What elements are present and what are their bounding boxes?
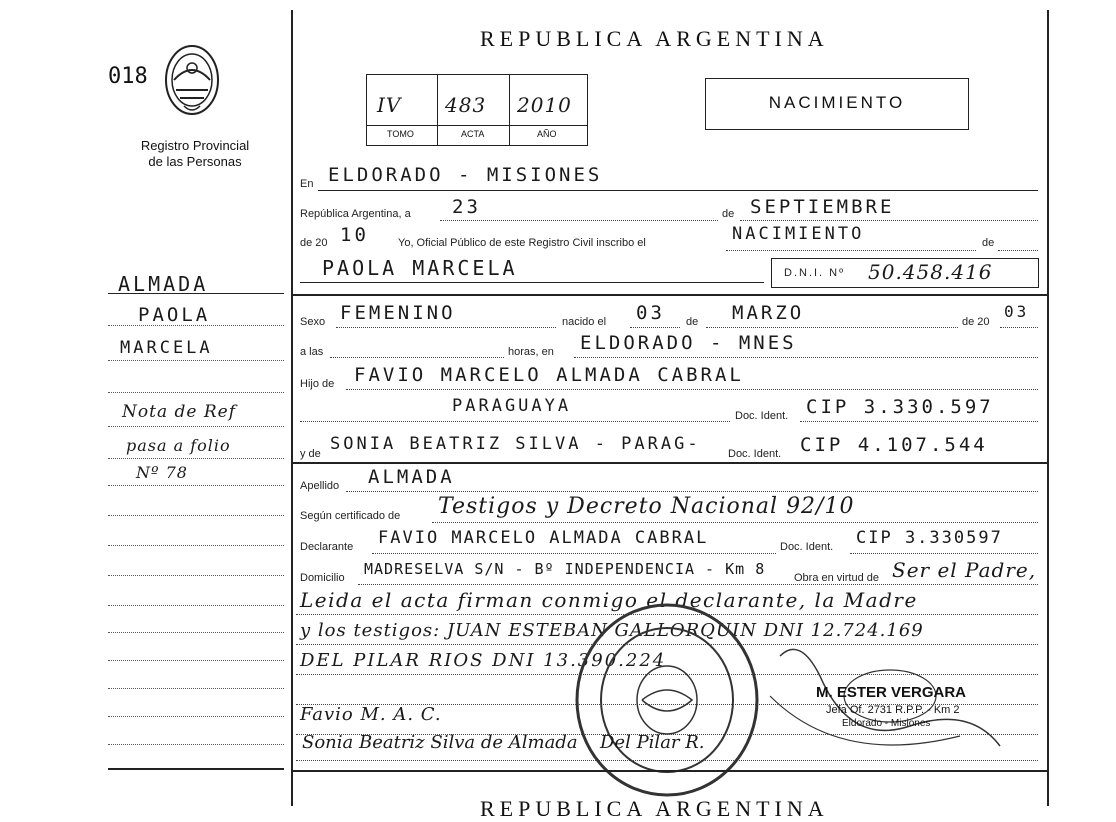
certificado-field: Testigos y Decreto Nacional 92/10 [438, 494, 855, 519]
birth-year-field: 03 [1004, 302, 1030, 321]
declarante-label: Declarante [300, 541, 354, 553]
record-box [366, 74, 588, 146]
domicilio-label: Domicilio [300, 572, 345, 584]
domicilio-field: MADRESELVA S/N - Bº INDEPENDENCIA - Km 8 [364, 560, 766, 578]
acta-label: ACTA [461, 129, 485, 139]
mother-doc-field: CIP 4.107.544 [800, 434, 988, 456]
official-text: Yo, Oficial Público de este Registro Civil inscribo el [398, 237, 646, 249]
testigos-line: y los testigos: JUAN ESTEBAN GALLORQUIN DNI 12.724.169 [300, 620, 924, 641]
segun-label: Según certificado de [300, 510, 401, 522]
de-label-1: de [722, 208, 735, 220]
father-nationality-field: PARAGUAYA [452, 396, 572, 416]
declarante-doc-field: CIP 3.330597 [856, 528, 1003, 548]
dni-label: D.N.I. Nº [784, 267, 846, 279]
signature-2: Sonia Beatriz Silva de Almada [302, 732, 578, 753]
pilar-line: DEL PILAR RIOS DNI 13.390.224 [300, 650, 667, 671]
margin-surname: ALMADA [118, 272, 209, 296]
year-prefix-2: de 20 [962, 316, 990, 328]
mother-field: SONIA BEATRIZ SILVA - PARAG- [330, 434, 701, 454]
birth-place-field: ELDORADO - MNES [580, 332, 797, 354]
page-number: 018 [108, 64, 148, 89]
birth-day-field: 03 [636, 302, 665, 324]
place-field: ELDORADO - MISIONES [328, 164, 603, 186]
hijo-label: Hijo de [300, 378, 335, 390]
margin-note2: pasa a folio [126, 436, 231, 455]
tomo-value: IV [377, 93, 402, 117]
acta-value: 483 [445, 93, 487, 117]
dni-box [771, 258, 1039, 288]
tomo-label: TOMO [387, 129, 414, 139]
leida-line: Leida el acta firman conmigo el declarante, la Madre [300, 588, 918, 612]
registry-line2: de las Personas [148, 154, 242, 169]
apellido-field: ALMADA [368, 466, 455, 488]
obra-label: Obra en virtud de [794, 572, 879, 584]
margin-note3: Nº 78 [136, 463, 188, 482]
apellido-label: Apellido [300, 480, 340, 492]
day-field: 23 [452, 196, 481, 218]
de-label-2: de [982, 237, 995, 249]
alas-label: a las [300, 346, 324, 358]
en-label: En [300, 178, 314, 190]
official-line2: Jefa Of. 2731 R.P.P. - Km 2 [826, 704, 960, 716]
year-field: 10 [340, 224, 369, 246]
doc-type-box [705, 78, 969, 130]
registry-line1: Registro Provincial [140, 138, 250, 153]
doc-ident-label-3: Doc. Ident. [780, 541, 834, 553]
father-doc-field: CIP 3.330.597 [806, 396, 994, 418]
anio-value: 2010 [517, 93, 572, 117]
next-page-title: REPUBLICA ARGENTINA [480, 796, 829, 821]
birth-month-field: MARZO [732, 302, 805, 324]
anio-label: AÑO [537, 129, 557, 139]
signature-3: Del Pilar R. [600, 732, 705, 753]
child-name-field: PAOLA MARCELA [322, 256, 518, 280]
month-field: SEPTIEMBRE [750, 196, 895, 218]
dni-field: 50.458.416 [868, 260, 993, 284]
de-label-3: de [686, 316, 699, 328]
doc-ident-label-1: Doc. Ident. [735, 410, 789, 422]
signature-scribble [760, 636, 1020, 766]
margin-name1: PAOLA [138, 304, 211, 326]
act-type-field: NACIMIENTO [732, 224, 865, 244]
doc-type: NACIMIENTO [768, 93, 906, 112]
yde-label: y de [300, 448, 321, 460]
sexo-label: Sexo [300, 316, 326, 328]
coat-of-arms-seal [160, 40, 224, 124]
doc-ident-label-2: Doc. Ident. [728, 448, 782, 460]
sexo-field: FEMENINO [340, 302, 456, 324]
margin-name2: MARCELA [120, 338, 213, 358]
official-line3: Eldorado - Misiones [842, 718, 931, 729]
page-title: REPUBLICA ARGENTINA [480, 26, 829, 51]
declarante-field: FAVIO MARCELO ALMADA CABRAL [378, 528, 709, 548]
nacido-label: nacido el [562, 316, 607, 328]
official-name: M. ESTER VERGARA [816, 684, 967, 701]
obra-field: Ser el Padre, [892, 558, 1037, 582]
father-field: FAVIO MARCELO ALMADA CABRAL [354, 364, 744, 386]
horas-label: horas, en [508, 346, 554, 358]
signature-1: Favio M. A. C. [300, 704, 442, 725]
margin-note1: Nota de Ref [122, 402, 236, 422]
rep-label: República Argentina, a [300, 208, 411, 220]
year-prefix: de 20 [300, 237, 328, 249]
